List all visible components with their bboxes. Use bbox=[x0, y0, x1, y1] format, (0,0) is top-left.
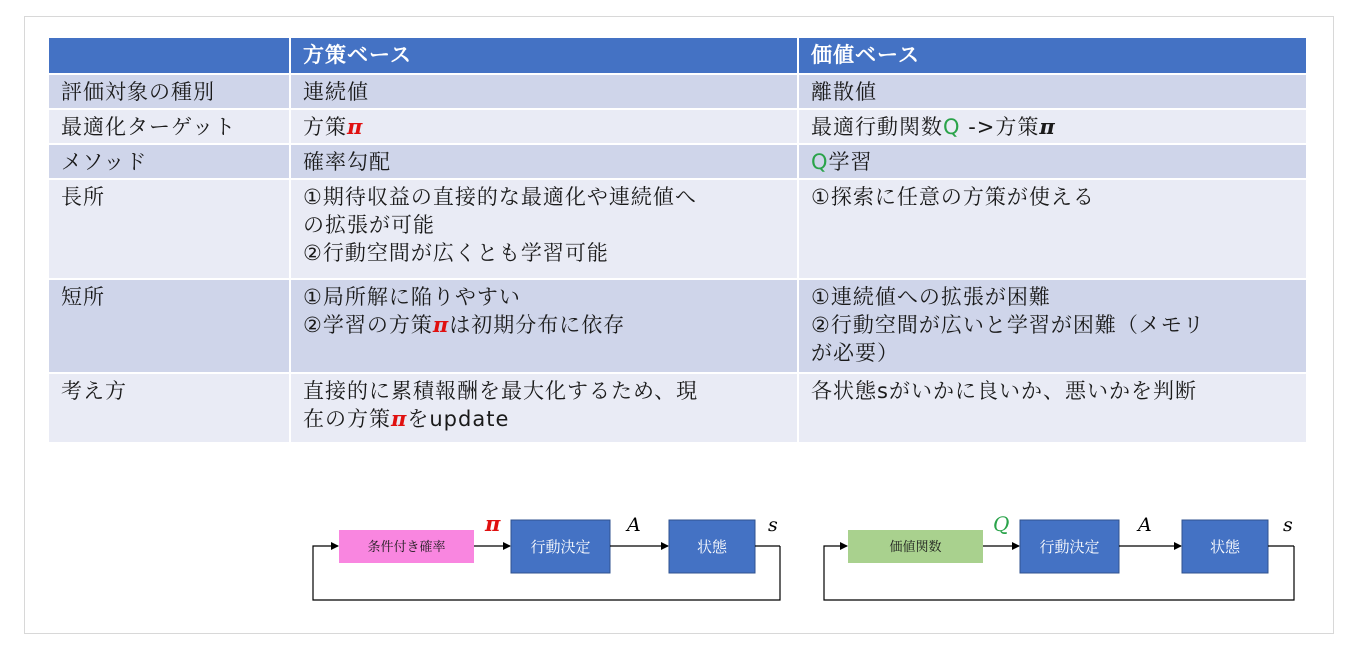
cell-line: 直接的に累積報酬を最大化するため、現 bbox=[303, 379, 699, 403]
a-label: A bbox=[627, 514, 641, 536]
s-label: s bbox=[1283, 514, 1293, 536]
q-symbol: Q bbox=[943, 115, 961, 139]
pi-symbol: π bbox=[347, 114, 364, 139]
row-label: 長所 bbox=[49, 180, 291, 280]
q-symbol: Q bbox=[811, 150, 829, 174]
pi-symbol: π bbox=[1039, 114, 1056, 139]
cell-text: をupdate bbox=[407, 407, 510, 431]
cell-line: が必要） bbox=[811, 341, 899, 365]
pi-symbol: π bbox=[432, 312, 450, 337]
cell-text: は初期分布に依存 bbox=[449, 313, 626, 337]
box-label: 行動決定 bbox=[1039, 538, 1100, 556]
cell-line: ②行動空間が広くとも学習可能 bbox=[303, 241, 609, 265]
pi-label: π bbox=[485, 511, 501, 536]
cell-text: 最適行動関数 bbox=[811, 115, 943, 139]
cell-text: ②学習の方策 bbox=[303, 313, 433, 337]
row-label: 評価対象の種別 bbox=[49, 75, 291, 110]
pi-symbol: π bbox=[391, 406, 408, 431]
cell-text: 方策 bbox=[303, 115, 347, 139]
q-label: Q bbox=[993, 512, 1010, 536]
cell-line: ①連続値への拡張が困難 bbox=[811, 285, 1051, 309]
box-label: 条件付き確率 bbox=[367, 540, 446, 555]
a-label: A bbox=[1138, 514, 1152, 536]
row-label: 最適化ターゲット bbox=[49, 110, 291, 145]
cell-line: ①期待収益の直接的な最適化や連続値へ bbox=[303, 185, 697, 209]
box-label: 価値関数 bbox=[889, 540, 942, 555]
cell-line: 各状態sがいかに良いか、悪いかを判断 bbox=[811, 379, 1197, 403]
cell-line: 離散値 bbox=[811, 80, 877, 104]
cell-text: 在の方策 bbox=[303, 407, 391, 431]
row-label: 短所 bbox=[49, 280, 291, 374]
cell-line: 連続値 bbox=[303, 80, 369, 104]
cell-text: ->方策 bbox=[960, 115, 1040, 139]
s-label: s bbox=[768, 514, 778, 536]
value-loop-diagram bbox=[824, 512, 1294, 600]
cell-line: ①局所解に陥りやすい bbox=[303, 285, 521, 309]
cell-line: ①探索に任意の方策が使える bbox=[811, 185, 1095, 209]
header-policy-based: 方策ベース bbox=[291, 38, 799, 75]
header-value-based: 価値ベース bbox=[799, 38, 1306, 75]
cell-line: の拡張が可能 bbox=[303, 213, 435, 237]
box-label: 行動決定 bbox=[530, 538, 591, 556]
box-label: 状態 bbox=[696, 538, 728, 556]
row-label: メソッド bbox=[49, 145, 291, 180]
row-label: 考え方 bbox=[49, 374, 291, 444]
cell-line: ②行動空間が広いと学習が困難（メモリ bbox=[811, 313, 1205, 337]
policy-loop-diagram bbox=[313, 511, 780, 600]
cell-text: 学習 bbox=[828, 150, 873, 174]
box-label: 状態 bbox=[1209, 538, 1241, 556]
cell-line: 確率勾配 bbox=[303, 150, 391, 174]
